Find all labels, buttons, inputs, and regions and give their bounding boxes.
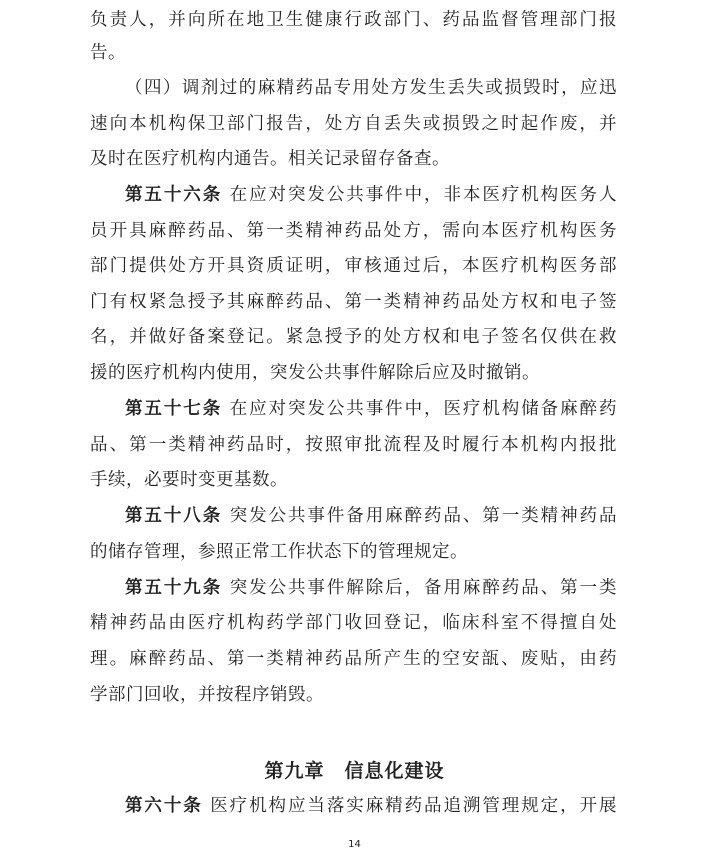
text-line: 名，并做好备案登记。紧急授予的处方权和电子签名仅供在救 (90, 327, 617, 347)
text-line: （四）调剂过的麻精药品专用处方发生丢失或损毁时，应迅 (125, 78, 617, 98)
text-line: 的储存管理，参照正常工作状态下的管理规定。 (90, 542, 468, 562)
text-line: 部门提供处方开具资质证明，审核通过后，本医疗机构医务部 (90, 256, 617, 276)
text-line: 及时在医疗机构内通告。相关记录留存备查。 (90, 149, 450, 169)
text-line: 学部门回收，并按程序销毁。 (90, 685, 324, 705)
text-line: 告。 (90, 43, 126, 63)
text-line: 手续，必要时变更基数。 (90, 470, 288, 490)
page-number: 14 (348, 839, 361, 850)
text-line: 门有权紧急授予其麻醉药品、第一类精神药品处方权和电子签 (90, 292, 617, 312)
chapter-title: 第九章 信息化建设 (264, 760, 445, 782)
article-60-line: 第六十条 医疗机构应当落实麻精药品追溯管理规定，开展 (125, 796, 617, 816)
article-heading: 第六十条 (125, 796, 203, 816)
article-59-line: 第五十九条 突发公共事件解除后，备用麻醉药品、第一类 (125, 578, 617, 598)
text-line: 员开具麻醉药品、第一类精神药品处方，需向本医疗机构医务 (90, 221, 617, 241)
text-line: 理。麻醉药品、第一类精神药品所产生的空安瓿、废贴，由药 (90, 649, 617, 669)
article-57-line: 第五十七条 在应对突发公共事件中，医疗机构储备麻醉药 (125, 399, 617, 419)
text-line: 负责人，并向所在地卫生健康行政部门、药品监督管理部门报 (90, 10, 617, 30)
article-heading: 第五十七条 (125, 399, 223, 419)
text-line: 速向本机构保卫部门报告，处方自丢失或损毁之时起作废，并 (90, 114, 617, 134)
article-58-line: 第五十八条 突发公共事件备用麻醉药品、第一类精神药品 (125, 506, 617, 526)
article-56-line: 第五十六条 在应对突发公共事件中，非本医疗机构医务人 (125, 185, 617, 205)
article-heading: 第五十八条 (125, 506, 223, 526)
article-heading: 第五十六条 (125, 185, 223, 205)
article-heading: 第五十九条 (125, 578, 223, 598)
text-line: 品、第一类精神药品时，按照审批流程及时履行本机构内报批 (90, 435, 617, 455)
text-line: 援的医疗机构内使用，突发公共事件解除后应及时撤销。 (90, 363, 540, 383)
text-line: 精神药品由医疗机构药学部门收回登记，临床科室不得擅自处 (90, 613, 617, 633)
